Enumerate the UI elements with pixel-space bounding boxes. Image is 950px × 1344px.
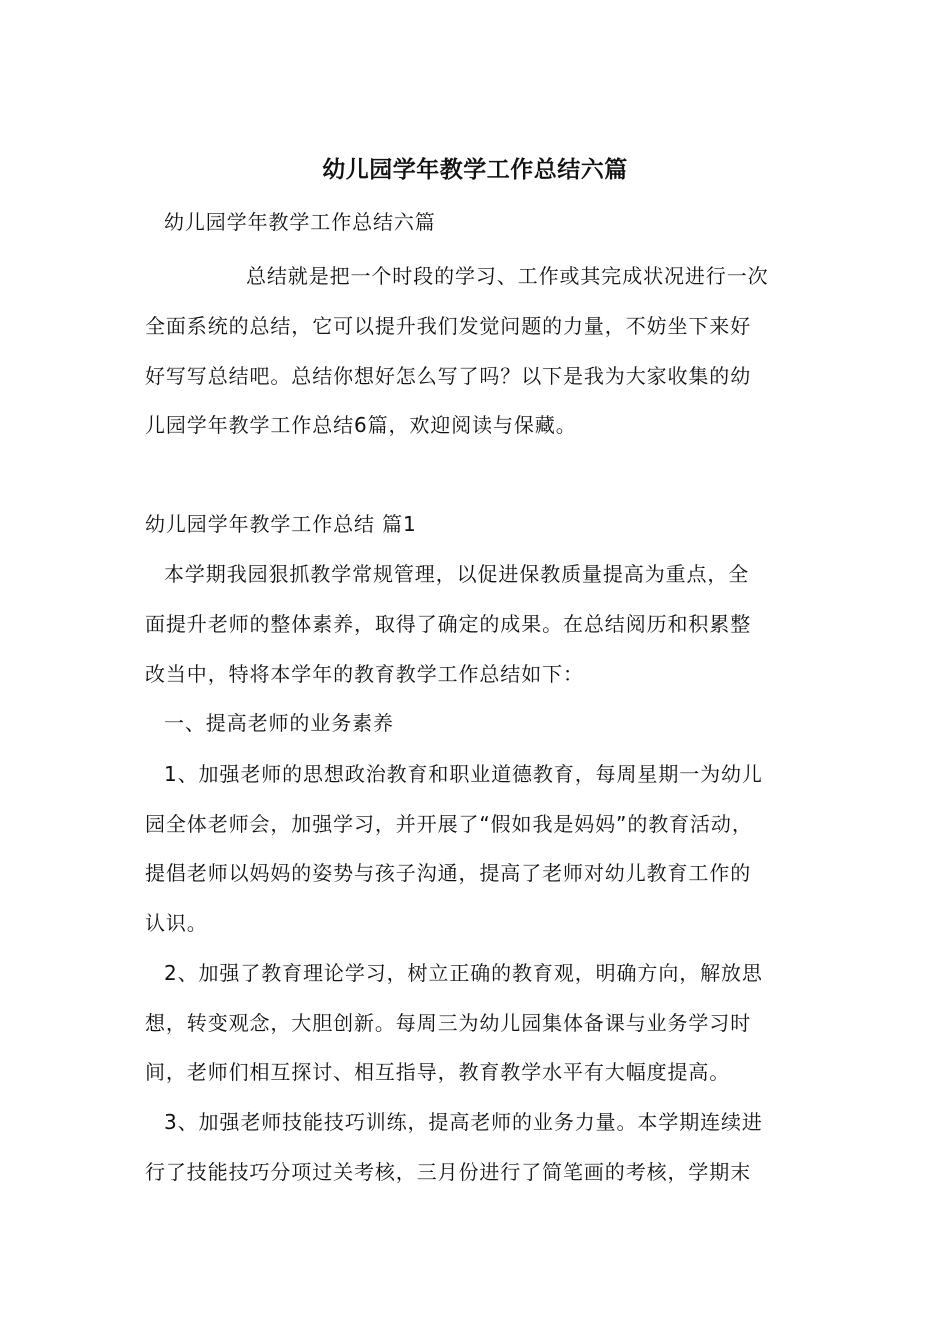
intro-line-4: 儿园学年教学工作总结6篇，欢迎阅读与保藏。 [145,413,577,437]
paragraph-line: 改当中，特将本学年的教育教学工作总结如下： [145,662,584,686]
document-title: 幼儿园学年教学工作总结六篇 [322,157,628,183]
intro-line-3: 好写写总结吧。总结你想好怎么写了吗？以下是我为大家收集的幼 [145,364,752,388]
subheading-line: 一、提高老师的业务素养 [164,711,394,735]
paragraph-line: 行了技能技巧分项过关考核，三月份进行了简笔画的考核，学期末 [145,1160,752,1184]
paragraph-line: 2、加强了教育理论学习，树立正确的教育观，明确方向，解放思 [164,961,763,985]
paragraph-line: 想，转变观念，大胆创新。每周三为幼儿园集体备课与业务学习时 [145,1011,752,1035]
intro-line-2: 全面系统的总结，它可以提升我们发觉问题的力量，不妨坐下来好 [145,314,752,338]
section-heading: 幼儿园学年教学工作总结 篇1 [145,512,417,536]
paragraph-line: 提倡老师以妈妈的姿势与孩子沟通，提高了老师对幼儿教育工作的 [145,861,752,885]
paragraph-line: 面提升老师的整体素养，取得了确定的成果。在总结阅历和积累整 [145,612,752,636]
paragraph-line: 本学期我园狠抓教学常规管理，以促进保教质量提高为重点，全 [164,562,750,586]
paragraph-line: 1、加强老师的思想政治教育和职业道德教育，每周星期一为幼儿 [164,762,763,786]
subtitle-line: 幼儿园学年教学工作总结六篇 [164,210,436,234]
intro-line-1: 总结就是把一个时段的学习、工作或其完成状况进行一次 [246,264,769,288]
paragraph-line: 园全体老师会，加强学习，并开展了“假如我是妈妈”的教育活动， [145,812,753,836]
paragraph-line: 间，老师们相互探讨、相互指导，教育教学水平有大幅度提高。 [145,1060,731,1084]
paragraph-line: 3、加强老师技能技巧训练，提高老师的业务力量。本学期连续进 [164,1110,763,1134]
paragraph-line: 认识。 [145,911,208,935]
